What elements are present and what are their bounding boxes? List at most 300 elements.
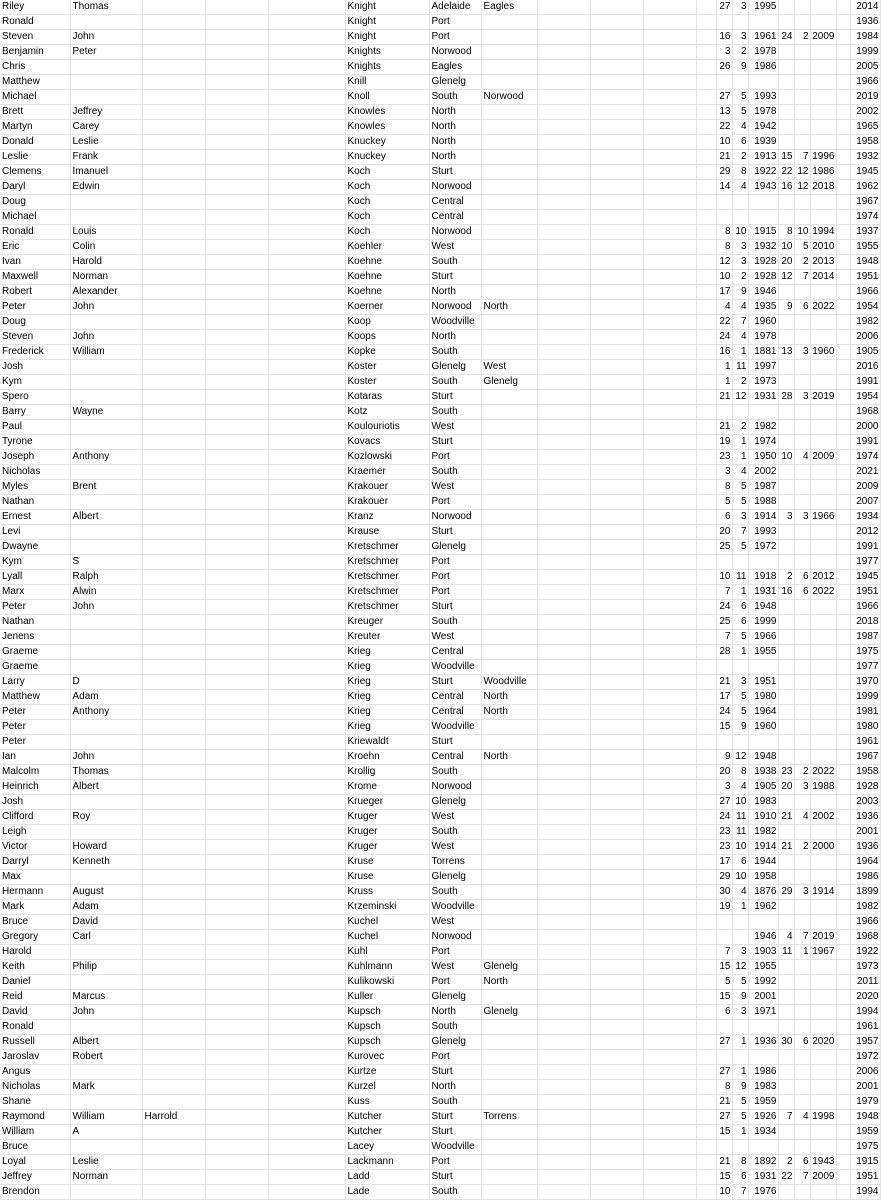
- table-cell[interactable]: Sturt: [429, 165, 481, 180]
- table-cell[interactable]: [268, 1065, 345, 1080]
- table-cell[interactable]: [794, 1080, 810, 1095]
- table-cell[interactable]: August: [70, 885, 142, 900]
- table-cell[interactable]: 7: [794, 930, 810, 945]
- table-cell[interactable]: 4: [794, 810, 810, 825]
- table-cell[interactable]: [142, 1155, 205, 1170]
- table-cell[interactable]: [481, 435, 537, 450]
- table-cell[interactable]: [205, 735, 268, 750]
- table-cell[interactable]: Darryl: [0, 855, 70, 870]
- table-cell[interactable]: [696, 315, 716, 330]
- table-cell[interactable]: [481, 345, 537, 360]
- table-cell[interactable]: 21: [778, 810, 794, 825]
- table-cell[interactable]: [142, 480, 205, 495]
- table-cell[interactable]: [70, 720, 142, 735]
- table-cell[interactable]: 24: [716, 600, 732, 615]
- table-cell[interactable]: 1951: [850, 270, 880, 285]
- table-cell[interactable]: Eagles: [429, 60, 481, 75]
- table-cell[interactable]: [696, 1050, 716, 1065]
- table-cell[interactable]: [70, 420, 142, 435]
- table-cell[interactable]: [205, 30, 268, 45]
- table-cell[interactable]: [590, 1170, 643, 1185]
- table-cell[interactable]: 1974: [748, 435, 778, 450]
- table-cell[interactable]: Nathan: [0, 615, 70, 630]
- table-cell[interactable]: North: [481, 975, 537, 990]
- table-cell[interactable]: [205, 990, 268, 1005]
- table-cell[interactable]: [205, 210, 268, 225]
- table-cell[interactable]: Knight: [345, 30, 429, 45]
- table-cell[interactable]: [537, 495, 590, 510]
- table-cell[interactable]: 3: [778, 510, 794, 525]
- table-cell[interactable]: 21: [716, 1155, 732, 1170]
- table-cell[interactable]: [643, 780, 696, 795]
- table-cell[interactable]: Krieg: [345, 675, 429, 690]
- table-cell[interactable]: [481, 885, 537, 900]
- table-cell[interactable]: [537, 420, 590, 435]
- table-cell[interactable]: Albert: [70, 510, 142, 525]
- table-cell[interactable]: [537, 1155, 590, 1170]
- table-cell[interactable]: [142, 360, 205, 375]
- table-cell[interactable]: [810, 705, 836, 720]
- table-cell[interactable]: [537, 990, 590, 1005]
- table-cell[interactable]: 12: [732, 750, 748, 765]
- table-cell[interactable]: [836, 510, 850, 525]
- table-cell[interactable]: 5: [716, 495, 732, 510]
- table-cell[interactable]: [590, 390, 643, 405]
- table-cell[interactable]: [643, 750, 696, 765]
- table-cell[interactable]: Norwood: [481, 90, 537, 105]
- table-cell[interactable]: 1922: [748, 165, 778, 180]
- table-cell[interactable]: [142, 150, 205, 165]
- table-cell[interactable]: [537, 435, 590, 450]
- table-cell[interactable]: [810, 15, 836, 30]
- table-cell[interactable]: [696, 420, 716, 435]
- table-cell[interactable]: John: [70, 600, 142, 615]
- table-cell[interactable]: [70, 945, 142, 960]
- table-cell[interactable]: [142, 300, 205, 315]
- table-cell[interactable]: [537, 720, 590, 735]
- table-cell[interactable]: [643, 465, 696, 480]
- table-cell[interactable]: [836, 885, 850, 900]
- table-cell[interactable]: Carey: [70, 120, 142, 135]
- table-cell[interactable]: [778, 1080, 794, 1095]
- table-cell[interactable]: [643, 0, 696, 15]
- table-cell[interactable]: Adelaide: [429, 0, 481, 15]
- table-cell[interactable]: 12: [778, 270, 794, 285]
- table-cell[interactable]: [836, 810, 850, 825]
- table-cell[interactable]: 2012: [810, 570, 836, 585]
- table-cell[interactable]: [836, 1110, 850, 1125]
- table-cell[interactable]: [590, 0, 643, 15]
- table-cell[interactable]: 21: [716, 675, 732, 690]
- table-cell[interactable]: [142, 1170, 205, 1185]
- table-cell[interactable]: 11: [732, 360, 748, 375]
- table-cell[interactable]: [268, 735, 345, 750]
- table-cell[interactable]: [268, 660, 345, 675]
- table-cell[interactable]: [205, 375, 268, 390]
- table-cell[interactable]: [537, 840, 590, 855]
- table-cell[interactable]: [643, 600, 696, 615]
- table-cell[interactable]: [537, 150, 590, 165]
- table-cell[interactable]: [643, 645, 696, 660]
- table-cell[interactable]: West: [429, 840, 481, 855]
- table-cell[interactable]: [268, 75, 345, 90]
- table-cell[interactable]: Kozlowski: [345, 450, 429, 465]
- table-cell[interactable]: Krakouer: [345, 480, 429, 495]
- table-cell[interactable]: [643, 360, 696, 375]
- table-cell[interactable]: [205, 810, 268, 825]
- table-cell[interactable]: North: [429, 135, 481, 150]
- table-cell[interactable]: A: [70, 1125, 142, 1140]
- table-cell[interactable]: [481, 795, 537, 810]
- table-cell[interactable]: [794, 1140, 810, 1155]
- table-cell[interactable]: [836, 555, 850, 570]
- table-cell[interactable]: [268, 675, 345, 690]
- table-cell[interactable]: 1944: [748, 855, 778, 870]
- table-cell[interactable]: [537, 255, 590, 270]
- table-cell[interactable]: [696, 300, 716, 315]
- table-cell[interactable]: 8: [778, 225, 794, 240]
- table-cell[interactable]: 7: [778, 1110, 794, 1125]
- table-cell[interactable]: 2: [794, 255, 810, 270]
- table-cell[interactable]: [810, 75, 836, 90]
- table-cell[interactable]: [794, 855, 810, 870]
- table-cell[interactable]: [142, 900, 205, 915]
- table-cell[interactable]: [794, 600, 810, 615]
- table-cell[interactable]: [590, 705, 643, 720]
- table-cell[interactable]: [481, 240, 537, 255]
- table-cell[interactable]: [537, 1065, 590, 1080]
- table-cell[interactable]: [205, 300, 268, 315]
- table-cell[interactable]: [205, 480, 268, 495]
- table-cell[interactable]: Peter: [0, 300, 70, 315]
- table-cell[interactable]: [142, 285, 205, 300]
- table-cell[interactable]: [142, 510, 205, 525]
- table-cell[interactable]: [643, 195, 696, 210]
- table-cell[interactable]: Knuckey: [345, 135, 429, 150]
- table-cell[interactable]: [778, 645, 794, 660]
- table-cell[interactable]: Daryl: [0, 180, 70, 195]
- table-cell[interactable]: 23: [716, 825, 732, 840]
- table-cell[interactable]: 1942: [748, 120, 778, 135]
- table-cell[interactable]: Ronald: [0, 225, 70, 240]
- table-cell[interactable]: [268, 360, 345, 375]
- table-cell[interactable]: 1928: [748, 270, 778, 285]
- table-cell[interactable]: 8: [716, 1080, 732, 1095]
- table-cell[interactable]: Kretschmer: [345, 555, 429, 570]
- table-cell[interactable]: [142, 690, 205, 705]
- table-cell[interactable]: [794, 900, 810, 915]
- table-cell[interactable]: [643, 990, 696, 1005]
- table-cell[interactable]: [268, 600, 345, 615]
- table-cell[interactable]: 5: [732, 1095, 748, 1110]
- table-cell[interactable]: 1922: [850, 945, 880, 960]
- table-cell[interactable]: [794, 285, 810, 300]
- table-cell[interactable]: [794, 690, 810, 705]
- table-cell[interactable]: [590, 1095, 643, 1110]
- table-cell[interactable]: [794, 315, 810, 330]
- table-cell[interactable]: [481, 570, 537, 585]
- table-cell[interactable]: 5: [732, 540, 748, 555]
- table-cell[interactable]: [794, 1125, 810, 1140]
- table-cell[interactable]: 6: [732, 600, 748, 615]
- table-cell[interactable]: Keith: [0, 960, 70, 975]
- table-cell[interactable]: Sturt: [429, 390, 481, 405]
- table-cell[interactable]: [778, 195, 794, 210]
- table-cell[interactable]: [810, 60, 836, 75]
- table-cell[interactable]: [590, 690, 643, 705]
- table-cell[interactable]: 1984: [850, 30, 880, 45]
- table-cell[interactable]: [481, 195, 537, 210]
- table-cell[interactable]: 1892: [748, 1155, 778, 1170]
- table-cell[interactable]: [537, 135, 590, 150]
- table-cell[interactable]: Adam: [70, 900, 142, 915]
- table-cell[interactable]: [481, 1035, 537, 1050]
- table-cell[interactable]: 8: [732, 765, 748, 780]
- table-cell[interactable]: [481, 810, 537, 825]
- table-cell[interactable]: 15: [778, 150, 794, 165]
- table-cell[interactable]: 7: [794, 270, 810, 285]
- table-cell[interactable]: 6: [716, 510, 732, 525]
- table-cell[interactable]: [481, 1065, 537, 1080]
- table-cell[interactable]: [794, 675, 810, 690]
- table-cell[interactable]: [268, 105, 345, 120]
- table-cell[interactable]: [696, 660, 716, 675]
- table-cell[interactable]: [643, 960, 696, 975]
- table-cell[interactable]: [836, 195, 850, 210]
- table-cell[interactable]: 12: [732, 960, 748, 975]
- table-cell[interactable]: [205, 630, 268, 645]
- table-cell[interactable]: [590, 1035, 643, 1050]
- table-cell[interactable]: [836, 255, 850, 270]
- table-cell[interactable]: [810, 630, 836, 645]
- table-cell[interactable]: [836, 0, 850, 15]
- table-cell[interactable]: [716, 405, 732, 420]
- table-cell[interactable]: 1968: [850, 930, 880, 945]
- table-cell[interactable]: [836, 915, 850, 930]
- table-cell[interactable]: 1986: [810, 165, 836, 180]
- table-cell[interactable]: Edwin: [70, 180, 142, 195]
- table-cell[interactable]: Frank: [70, 150, 142, 165]
- table-cell[interactable]: [590, 555, 643, 570]
- table-cell[interactable]: 1971: [748, 1005, 778, 1020]
- table-cell[interactable]: William: [70, 1110, 142, 1125]
- table-cell[interactable]: [794, 540, 810, 555]
- table-cell[interactable]: North: [429, 285, 481, 300]
- table-cell[interactable]: [537, 1095, 590, 1110]
- table-cell[interactable]: [696, 510, 716, 525]
- table-cell[interactable]: [696, 945, 716, 960]
- table-cell[interactable]: Glenelg: [429, 795, 481, 810]
- table-cell[interactable]: [268, 540, 345, 555]
- table-cell[interactable]: [794, 420, 810, 435]
- table-cell[interactable]: [142, 495, 205, 510]
- table-cell[interactable]: [643, 1020, 696, 1035]
- table-cell[interactable]: 7: [732, 525, 748, 540]
- table-cell[interactable]: [643, 495, 696, 510]
- table-cell[interactable]: 12: [716, 255, 732, 270]
- table-cell[interactable]: 10: [716, 135, 732, 150]
- table-cell[interactable]: West: [429, 240, 481, 255]
- table-cell[interactable]: [205, 360, 268, 375]
- table-cell[interactable]: 1980: [748, 690, 778, 705]
- table-cell[interactable]: [70, 660, 142, 675]
- table-cell[interactable]: [748, 660, 778, 675]
- table-cell[interactable]: 11: [732, 810, 748, 825]
- table-cell[interactable]: [794, 960, 810, 975]
- table-cell[interactable]: Sturt: [429, 435, 481, 450]
- table-cell[interactable]: S: [70, 555, 142, 570]
- table-cell[interactable]: Ronald: [0, 1020, 70, 1035]
- table-cell[interactable]: [643, 855, 696, 870]
- table-cell[interactable]: 1932: [850, 150, 880, 165]
- table-cell[interactable]: 1988: [810, 780, 836, 795]
- table-cell[interactable]: [481, 1050, 537, 1065]
- table-cell[interactable]: [696, 675, 716, 690]
- table-cell[interactable]: 1945: [850, 570, 880, 585]
- table-cell[interactable]: [268, 1005, 345, 1020]
- table-cell[interactable]: [268, 810, 345, 825]
- table-cell[interactable]: 2014: [810, 270, 836, 285]
- table-cell[interactable]: Kurtze: [345, 1065, 429, 1080]
- table-cell[interactable]: [268, 120, 345, 135]
- table-cell[interactable]: [696, 570, 716, 585]
- table-cell[interactable]: 1999: [850, 45, 880, 60]
- table-cell[interactable]: Tyrone: [0, 435, 70, 450]
- table-cell[interactable]: [205, 120, 268, 135]
- table-cell[interactable]: [810, 660, 836, 675]
- table-cell[interactable]: Krieg: [345, 690, 429, 705]
- table-cell[interactable]: [778, 1140, 794, 1155]
- table-cell[interactable]: Peter: [0, 600, 70, 615]
- table-cell[interactable]: [810, 375, 836, 390]
- table-cell[interactable]: [643, 945, 696, 960]
- table-cell[interactable]: [205, 135, 268, 150]
- table-cell[interactable]: [643, 705, 696, 720]
- table-cell[interactable]: Albert: [70, 1035, 142, 1050]
- table-cell[interactable]: [810, 315, 836, 330]
- table-cell[interactable]: [778, 555, 794, 570]
- table-cell[interactable]: [142, 615, 205, 630]
- table-cell[interactable]: [590, 585, 643, 600]
- table-cell[interactable]: 8: [716, 480, 732, 495]
- table-cell[interactable]: [836, 855, 850, 870]
- table-cell[interactable]: [590, 975, 643, 990]
- table-cell[interactable]: [70, 465, 142, 480]
- table-cell[interactable]: [481, 45, 537, 60]
- table-cell[interactable]: 10: [716, 270, 732, 285]
- table-cell[interactable]: [205, 1005, 268, 1020]
- table-cell[interactable]: [142, 270, 205, 285]
- table-cell[interactable]: [268, 315, 345, 330]
- table-cell[interactable]: [268, 570, 345, 585]
- table-cell[interactable]: [70, 645, 142, 660]
- table-cell[interactable]: 5: [732, 705, 748, 720]
- table-cell[interactable]: 2005: [850, 60, 880, 75]
- table-cell[interactable]: 2006: [850, 1065, 880, 1080]
- table-cell[interactable]: Robert: [0, 285, 70, 300]
- table-cell[interactable]: [205, 90, 268, 105]
- table-cell[interactable]: [696, 360, 716, 375]
- table-cell[interactable]: North: [429, 105, 481, 120]
- table-cell[interactable]: John: [70, 750, 142, 765]
- table-cell[interactable]: [268, 750, 345, 765]
- table-cell[interactable]: [643, 240, 696, 255]
- table-cell[interactable]: [268, 720, 345, 735]
- table-cell[interactable]: [590, 645, 643, 660]
- table-cell[interactable]: [696, 270, 716, 285]
- table-cell[interactable]: [537, 1110, 590, 1125]
- table-cell[interactable]: [590, 345, 643, 360]
- table-cell[interactable]: 2019: [810, 930, 836, 945]
- table-cell[interactable]: Knight: [345, 15, 429, 30]
- table-cell[interactable]: [481, 510, 537, 525]
- table-cell[interactable]: [810, 495, 836, 510]
- table-cell[interactable]: 1946: [748, 285, 778, 300]
- table-cell[interactable]: [481, 450, 537, 465]
- table-cell[interactable]: [590, 60, 643, 75]
- table-cell[interactable]: 6: [794, 300, 810, 315]
- table-cell[interactable]: Glenelg: [429, 360, 481, 375]
- table-cell[interactable]: [794, 1005, 810, 1020]
- table-cell[interactable]: [537, 1170, 590, 1185]
- table-cell[interactable]: Koops: [345, 330, 429, 345]
- table-cell[interactable]: [696, 885, 716, 900]
- table-cell[interactable]: [142, 75, 205, 90]
- table-cell[interactable]: [142, 915, 205, 930]
- table-cell[interactable]: 30: [716, 885, 732, 900]
- table-cell[interactable]: Mark: [70, 1080, 142, 1095]
- table-cell[interactable]: [696, 135, 716, 150]
- table-cell[interactable]: 10: [732, 225, 748, 240]
- table-cell[interactable]: 1978: [748, 45, 778, 60]
- table-cell[interactable]: Kuchel: [345, 930, 429, 945]
- table-cell[interactable]: [268, 30, 345, 45]
- table-cell[interactable]: [142, 540, 205, 555]
- table-cell[interactable]: [794, 915, 810, 930]
- table-cell[interactable]: Spero: [0, 390, 70, 405]
- table-cell[interactable]: 1981: [850, 705, 880, 720]
- table-cell[interactable]: [696, 1140, 716, 1155]
- table-cell[interactable]: 4: [732, 465, 748, 480]
- table-cell[interactable]: [590, 105, 643, 120]
- table-cell[interactable]: [481, 75, 537, 90]
- table-cell[interactable]: Chris: [0, 60, 70, 75]
- table-cell[interactable]: [643, 210, 696, 225]
- table-cell[interactable]: [810, 870, 836, 885]
- table-cell[interactable]: [794, 870, 810, 885]
- table-cell[interactable]: 1915: [850, 1155, 880, 1170]
- table-cell[interactable]: [732, 735, 748, 750]
- table-cell[interactable]: [268, 300, 345, 315]
- table-cell[interactable]: [696, 600, 716, 615]
- table-cell[interactable]: 1983: [748, 795, 778, 810]
- table-cell[interactable]: [481, 180, 537, 195]
- table-cell[interactable]: [268, 945, 345, 960]
- table-cell[interactable]: [696, 345, 716, 360]
- table-cell[interactable]: [836, 765, 850, 780]
- table-cell[interactable]: [696, 735, 716, 750]
- table-cell[interactable]: [142, 1140, 205, 1155]
- table-cell[interactable]: [590, 225, 643, 240]
- table-cell[interactable]: [794, 825, 810, 840]
- table-cell[interactable]: [643, 660, 696, 675]
- table-cell[interactable]: 2021: [850, 465, 880, 480]
- table-cell[interactable]: [590, 525, 643, 540]
- table-cell[interactable]: [836, 135, 850, 150]
- table-cell[interactable]: [810, 960, 836, 975]
- table-cell[interactable]: [748, 1050, 778, 1065]
- table-cell[interactable]: [142, 1095, 205, 1110]
